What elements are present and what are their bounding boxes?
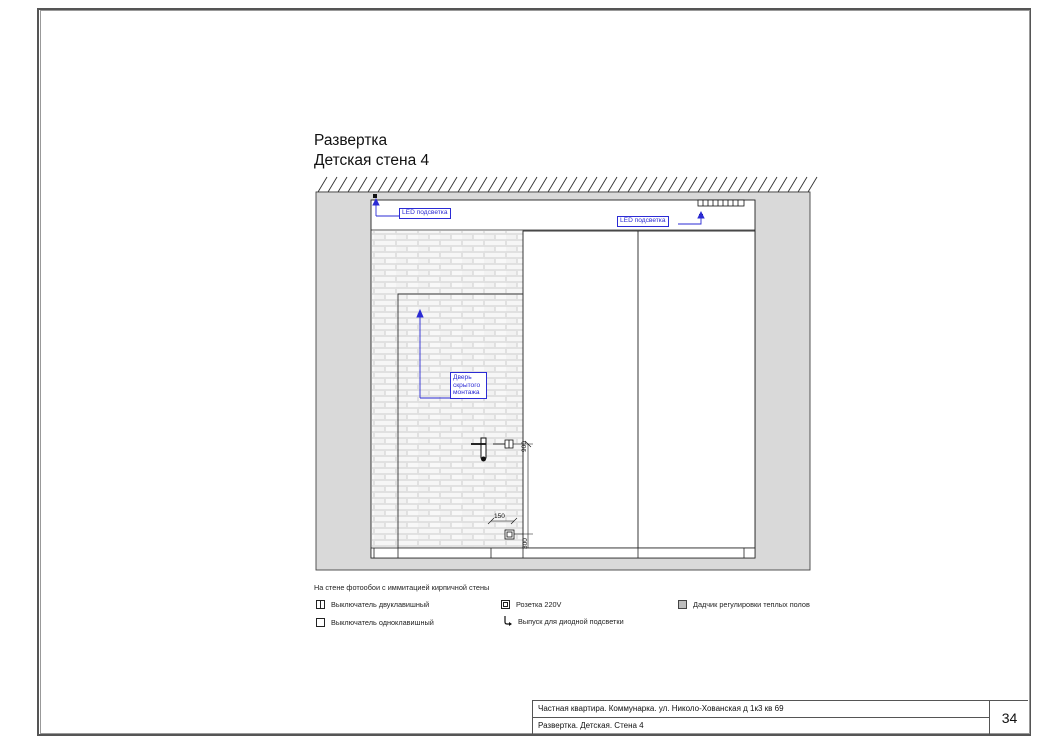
led-left-label: LED подсветка <box>399 208 451 219</box>
legend-label-double-switch: Выключатель двуклавишный <box>331 600 430 609</box>
hidden-door-label-line3: монтажа <box>453 389 480 397</box>
brick-wallpaper-area <box>372 231 523 547</box>
title-block <box>532 700 1028 734</box>
title-block-project: Частная квартира. Коммунарка. ул. Николо-Хованская д 1к3 кв 69 <box>533 701 989 718</box>
dimension-label-900: 900 <box>521 441 528 452</box>
legend-label-floor-sensor: Дадчик регулировки теплых полов <box>693 600 810 609</box>
hidden-door-label-line2: скрытого <box>453 381 481 389</box>
led-outlet-icon <box>503 616 512 626</box>
led-right-label: LED подсветка <box>617 216 669 227</box>
title-block-sheet-name: Развертка. Детская. Стена 4 <box>538 721 644 730</box>
legend-item-led-outlet <box>503 616 624 626</box>
ceiling-hatch <box>316 177 817 192</box>
title-block-sheet-number: 34 <box>989 701 1029 735</box>
legend-label-led-outlet: Выпуск для диодной подсветки <box>518 616 624 626</box>
legend-item-floor-sensor <box>678 600 810 609</box>
drawing-subtitle: Детская стена 4 <box>314 152 430 169</box>
legend-item-single-switch <box>316 618 434 627</box>
double-switch-icon <box>316 600 325 609</box>
baseboard <box>371 548 755 558</box>
legend-item-socket <box>501 600 561 609</box>
floor-heating-sensor-icon <box>678 600 687 609</box>
legend-label-single-switch: Выключатель одноклавишный <box>331 618 434 627</box>
legend-item-double-switch <box>316 600 429 609</box>
dimension-label-150: 150 <box>494 513 505 520</box>
socket-on-wall-icon <box>505 530 514 539</box>
socket-icon <box>501 600 510 609</box>
wallpaper-note: На стене фотообои с иммитацией кирпичной стены <box>314 583 490 592</box>
dimension-label-300: 300 <box>522 538 529 549</box>
hidden-door-label <box>450 372 487 399</box>
legend-label-socket: Розетка 220V <box>516 600 562 609</box>
wardrobe <box>523 231 755 548</box>
drawing-title: Развертка <box>314 132 388 149</box>
hidden-door-label-line1: Дверь <box>453 374 472 381</box>
floor-heating-sensor-on-wall-icon <box>698 200 744 206</box>
single-switch-icon <box>316 618 325 627</box>
